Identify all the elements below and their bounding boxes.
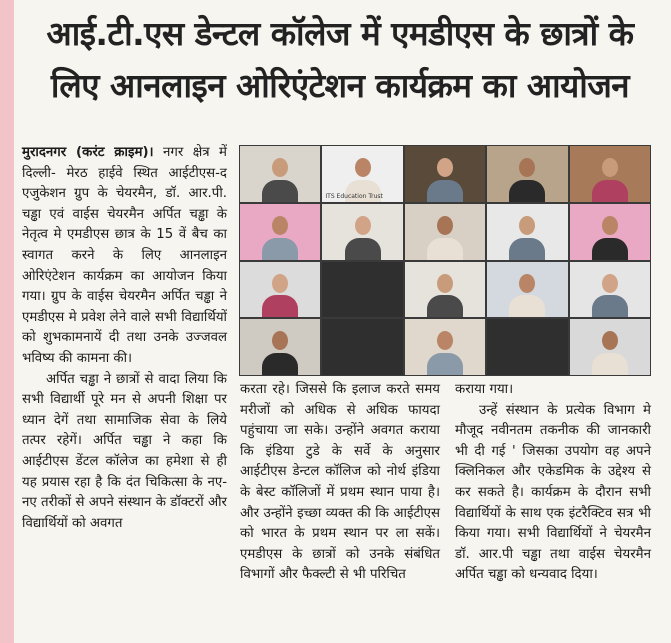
participant-body — [592, 295, 628, 317]
participant-body — [592, 180, 628, 202]
video-call-photo — [239, 145, 651, 376]
headline-line-1: आई.टी.एस डेन्टल कॉलेज में एमडीएस के छात्रों के — [46, 14, 634, 53]
paragraph-4: कराया गया। — [455, 382, 514, 397]
participant-face — [519, 158, 535, 177]
participant-tile — [322, 204, 402, 260]
participant-tile — [570, 204, 650, 260]
participant-tile — [405, 262, 485, 318]
dateline: मुरादनगर (करंट क्राइम)। — [22, 145, 154, 160]
participant-face — [602, 274, 618, 293]
participant-face — [519, 216, 535, 235]
participant-face — [355, 216, 371, 235]
participant-tile — [322, 262, 402, 318]
participant-face — [602, 158, 618, 177]
participant-body — [592, 238, 628, 260]
participant-tile — [405, 204, 485, 260]
participant-face — [602, 331, 618, 350]
participant-face — [272, 216, 288, 235]
participant-tile — [570, 146, 650, 202]
participant-face — [272, 158, 288, 177]
participant-body — [345, 238, 381, 260]
paragraph-5: उन्हें संस्थान के प्रत्येक विभाग मे मौजूद नवीनतम तकनीक की जानकारी भी दी गई ' जिसका उपयोग वह अपने क्लिनिकल और एकेडमिक के उद्देश्य से कर सकते है। कार्यक्रम के दौरान सभी विद्यार्थियों के साथ एक इंटरैक्टिव सत्र भी किया गया। सभी विद्यार्थियों ने चेयरमैन डॉ. आर.पी चड्ढा तथा वाईस चेयरमैन अर्पित चड्ढा को धन्यवाद दिया। — [455, 402, 651, 583]
article-column-middle — [240, 380, 440, 586]
participant-face — [602, 216, 618, 235]
participant-face — [355, 158, 371, 177]
paragraph-3: करता रहे। जिससे कि इलाज करते समय मरीजों को अधिक से अधिक फायदा पहुंचाया जा सके। उन्होंने अवगत कराया कि इंडिया टुडे के सर्वे के अनुसार आईटीएस डेन्टल कॉलिज को नोर्थ इंडिया के बेस्ट कॉलिजों में प्रथम स्थान पाया है। और उन्होंने इच्छा व्यक्त की कि आईटीएस को भारत के प्रथम स्थान पर ला सकें। एमडीएस के छात्रों को उनके संबंधित विभागों और फैक्ल्टी से भी परिचित — [240, 382, 440, 583]
article-column-left — [22, 143, 227, 534]
page-edge-strip — [0, 0, 14, 643]
tile-name-label: ITS Education Trust — [325, 192, 383, 200]
participant-tile — [570, 319, 650, 375]
participant-body — [509, 180, 545, 202]
article-column-right — [455, 380, 651, 586]
paragraph-1: नगर क्षेत्र में दिल्ली- मेरठ हाईवे स्थित आईटीएस-द एजुकेशन ग्रुप के चेयरमैन, डॉ. आर.पी. चड्ढा एवं वाईस चेयरमैन अर्पित चड्ढा के नेतृत्व मे एमडीएस छात्र के 15 वें बैच का स्वागत करने के लिए आनलाइन ओरिएंटेशन कार्यक्रम का आयोजन किया गया। ग्रुप के वाईस चेयरमैन अर्पित चड्ढा ने एमडीएस मे प्रवेश लेने वाले सभी विद्यार्थियों को शुभकामनायें दी तथा उनके उज्जवल भविष्य की कामना की। — [22, 145, 228, 366]
participant-tile — [405, 319, 485, 375]
participant-tile — [487, 204, 567, 260]
paragraph-2: अर्पित चड्ढा ने छात्रों से वादा लिया कि सभी विद्यार्थी पूरे मन से अपनी शिक्षा पर ध्यान देगें तथा सामाजिक सेवा के लिये तत्पर रहेगें। अर्पित चड्ढा ने कहा कि आईटीएस डेंटल कॉलेज का हमेशा से ही यह प्रयास रहा है कि दंत चिकित्सा के नए-नए तरीकों से अपने संस्थान के डॉक्टरों और विद्यार्थियों को अवगत — [22, 371, 227, 531]
participant-face — [437, 274, 453, 293]
participant-face — [437, 331, 453, 350]
participant-face — [519, 274, 535, 293]
participant-body — [427, 238, 463, 260]
participant-face — [272, 274, 288, 293]
participant-face — [272, 331, 288, 350]
headline-line-2: लिए आनलाइन ओरिएंटेशन कार्यक्रम का आयोजन — [50, 66, 630, 105]
participant-body — [592, 353, 628, 375]
participant-body — [262, 238, 298, 260]
participant-tile — [487, 262, 567, 318]
participant-tile — [240, 262, 320, 318]
participant-tile — [487, 319, 567, 375]
participant-body — [509, 295, 545, 317]
participant-tile — [240, 204, 320, 260]
participant-tile — [240, 146, 320, 202]
participant-body — [427, 180, 463, 202]
participant-body — [262, 295, 298, 317]
participant-face — [437, 216, 453, 235]
participant-body — [427, 295, 463, 317]
participant-tile — [322, 146, 402, 202]
participant-face — [437, 158, 453, 177]
headline — [20, 8, 660, 112]
participant-body — [262, 180, 298, 202]
participant-tile — [487, 146, 567, 202]
participant-tile — [322, 319, 402, 375]
participant-tile — [570, 262, 650, 318]
participant-body — [427, 353, 463, 375]
participant-body — [509, 238, 545, 260]
participant-body — [262, 353, 298, 375]
participant-tile — [405, 146, 485, 202]
participant-tile — [240, 319, 320, 375]
